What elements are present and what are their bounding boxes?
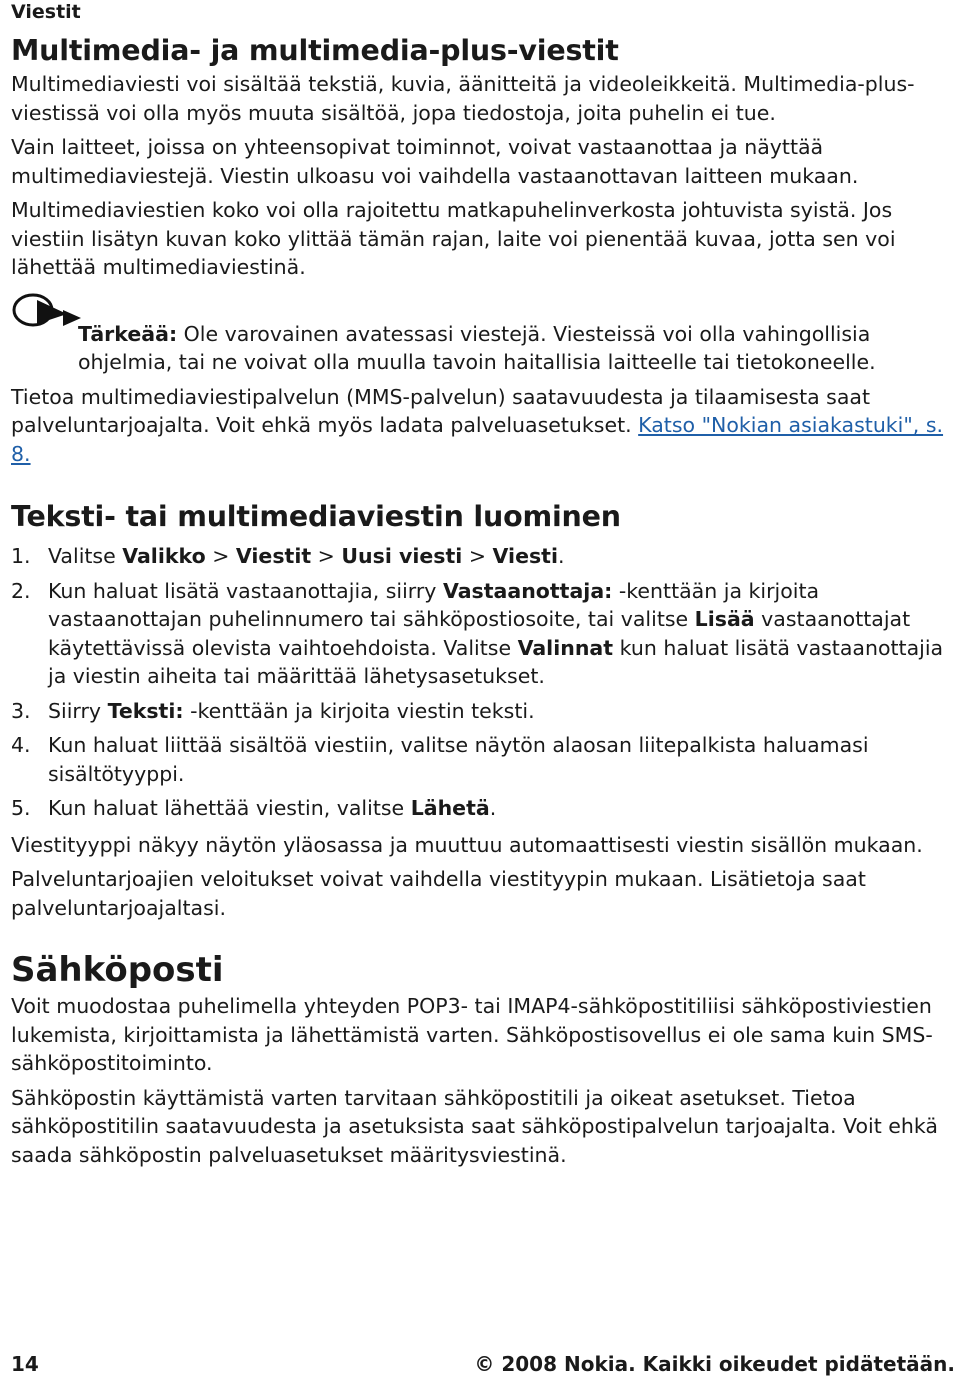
ui-term: Vastaanottaja: (442, 578, 613, 603)
mms-info-text: Tietoa multimediaviestipalvelun (MMS-palvelun) saatavuudesta ja tilaamisesta saat palveluntarjoajalta. Voit ehkä myös ladata palveluasetukset. (11, 384, 871, 437)
paragraph-mms-info (11, 383, 955, 469)
ui-term: Valinnat (517, 635, 614, 660)
ui-term: Lähetä (410, 796, 490, 820)
paragraph: Voit muodostaa puhelimella yhteyden POP3- tai IMAP4-sähköpostitiliisi sähköpostiviestien lukemista, kirjoittamista ja lähettämistä varten. Sähköpostisovellus ei ole sama kuin SMS-sähköpostitoiminto. (11, 994, 933, 1075)
step-text: . (558, 544, 565, 568)
step-text: > (311, 544, 342, 568)
steps-list (11, 542, 955, 823)
step-text: vastaanottajat käytettävissä olevista vaihtoehdoista. Valitse (48, 607, 911, 660)
copyright: © 2008 Nokia. Kaikki oikeudet pidätetään. (474, 1352, 955, 1376)
step-item (11, 794, 955, 823)
ui-term: Viestit (235, 544, 312, 568)
paragraph: Multimediaviestien koko voi olla rajoitettu matkapuhelinverkosta johtuvista syistä. Jos viestiin lisätyn kuvan koko ylittää tämän rajan, laite voi pienentää kuvaa, jotta sen voi lähettää multimediaviestinä. (11, 198, 896, 279)
running-head: Viestit (11, 1, 81, 23)
step-text: Siirry (48, 698, 108, 723)
step-number: 2. (11, 578, 31, 603)
step-number: 4. (11, 733, 31, 757)
step-text: > (205, 544, 236, 568)
ui-term: Teksti: (107, 698, 184, 723)
paragraph: Sähköpostin käyttämistä varten tarvitaan sähköpostitili ja oikeat asetukset. Tietoa sähköpostitilin saatavuudesta ja asetuksista saat sähköpostipalvelun tarjoajalta. Voit ehkä saada sähköpostin palveluasetukset määritysviestinä. (11, 1085, 938, 1167)
document-page (11, 0, 955, 1382)
section-heading-email: Sähköposti (11, 950, 224, 990)
paragraph: Palveluntarjoajien veloitukset voivat vaihdella viestityypin mukaan. Lisätietoja saat palveluntarjoajaltasi. (11, 867, 866, 920)
step-item (11, 697, 955, 726)
nokia-support-link[interactable]: Katso "Nokian asiakastuki", s. 8. (11, 413, 944, 466)
paragraph: Vain laitteet, joissa on yhteensopivat toiminnot, voivat vastaanottaa ja näyttää multimediaviestejä. Viestin ulkoasu voi vaihdella vastaanottavan laitteen mukaan. (11, 135, 859, 188)
step-text: Kun haluat lähettää viestin, valitse (48, 796, 411, 820)
step-text: -kenttään ja kirjoita viestin teksti. (183, 698, 535, 723)
section-heading-create-message: Teksti- tai multimediaviestin luominen (11, 500, 621, 533)
ui-term: Valikko (122, 544, 206, 568)
step-number: 3. (11, 698, 31, 723)
step-text: kun haluat lisätä vastaanottajia ja viestin aiheita tai määrittää lähetysasetukset. (48, 635, 944, 688)
important-note-icon (11, 290, 955, 334)
step-text: . (489, 796, 497, 820)
ui-term: Viesti (492, 544, 558, 568)
step-text: Kun haluat lisätä vastaanottajia, siirry (48, 578, 443, 603)
step-number: 1. (11, 544, 31, 568)
step-item (11, 542, 955, 571)
step-item (11, 731, 955, 788)
step-text: -kenttään ja kirjoita vastaanottajan puhelinnumero tai sähköpostiosoite, tai valitse (48, 578, 820, 631)
paragraph: Viestityyppi näkyy näytön yläosassa ja muuttuu automaattisesti viestin sisällön mukaan. (11, 832, 923, 857)
ui-term: Lisää (694, 607, 755, 631)
section-heading-multimedia: Multimedia- ja multimedia-plus-viestit (11, 34, 619, 67)
note-text: Ole varovainen avatessasi viestejä. Viesteissä voi olla vahingollisia ohjelmia, tai ne voivat olla muulla tavoin haitallisia laitteelle tai tietokoneelle. (78, 321, 876, 374)
step-text: Kun haluat liittää sisältöä viestiin, valitse näytön alaosan liitepalkista haluamasi sisältötyyppi. (48, 733, 869, 786)
step-text: Valitse (48, 544, 123, 568)
step-item (11, 577, 955, 691)
note-label: Tärkeää: (78, 321, 178, 346)
step-number: 5. (11, 796, 31, 820)
paragraph: Multimediaviesti voi sisältää tekstiä, kuvia, äänitteitä ja videoleikkeitä. Multimedia-plus-viestissä voi olla myös muuta sisältöä, jopa tiedostoja, joita puhelin ei tue. (11, 72, 915, 125)
ui-term: Uusi viesti (341, 544, 463, 568)
content (11, 32, 955, 1169)
page-number: 14 (11, 1352, 39, 1376)
step-text: > (462, 544, 493, 568)
